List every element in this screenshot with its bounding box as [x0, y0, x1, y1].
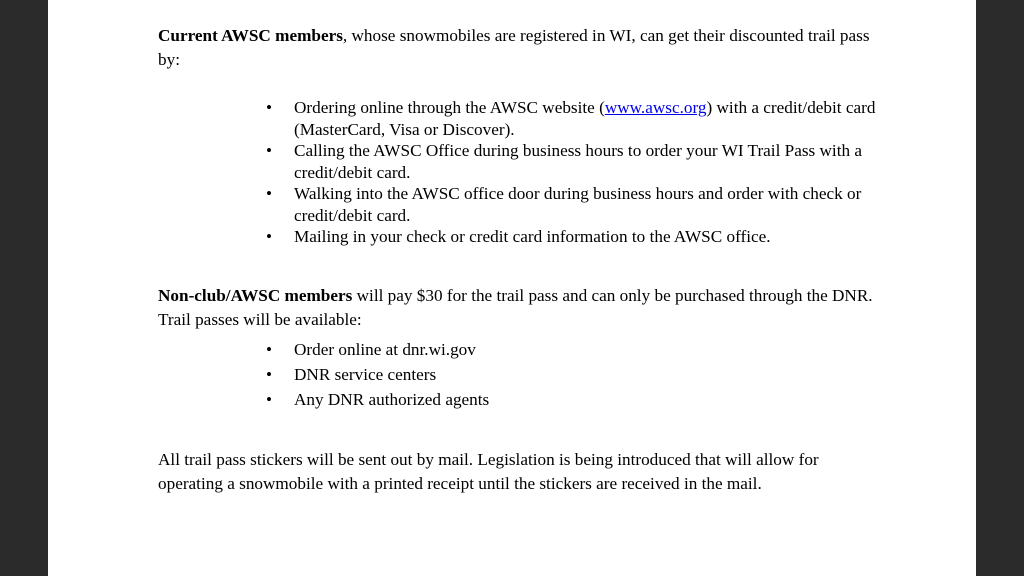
list-item-text: DNR service centers	[294, 364, 437, 384]
list-item-text: Any DNR authorized agents	[294, 389, 490, 409]
bullet-icon: •	[266, 184, 273, 203]
awsc-members-heading: Current AWSC members	[158, 26, 343, 45]
non-club-members-text: will pay $30 for the trail pass and can only be purchased through the DNR. Trail passes will be available:	[158, 285, 873, 329]
awsc-website-link[interactable]: www.awsc.org	[604, 98, 707, 117]
non-club-members-heading: Non-club/AWSC members	[158, 285, 353, 305]
bullet-icon: •	[266, 227, 273, 246]
bullet-icon: •	[266, 339, 273, 359]
list-item	[158, 183, 878, 226]
dnr-options-list	[158, 337, 878, 412]
paragraph-non-club-members	[158, 284, 878, 332]
page-content	[158, 24, 878, 496]
awsc-members-text: , whose snowmobiles are registered in WI, can get their discounted trail pass by:	[158, 26, 870, 69]
list-item-text: Mailing in your check or credit card information to the AWSC office.	[294, 227, 771, 246]
list-item-text: Calling the AWSC Office during business hours to order your WI Trail Pass with a credit/debit card.	[294, 141, 862, 182]
awsc-options-list	[158, 97, 878, 248]
bullet-icon: •	[266, 98, 273, 117]
list-item-text: Ordering online through the AWSC website (	[294, 98, 605, 117]
list-item-text: ) with a credit/debit card (MasterCard, Visa or Discover).	[294, 98, 876, 139]
document-page	[48, 0, 976, 576]
paragraph-awsc-members	[158, 24, 878, 72]
paragraph-stickers-mail: All trail pass stickers will be sent out by mail. Legislation is being introduced that will allow for operating a snowmobile with a printed receipt until the stickers are received in the mail.	[158, 449, 819, 493]
list-item-text: Walking into the AWSC office door during business hours and order with check or credit/debit card.	[294, 184, 862, 225]
list-item	[158, 337, 878, 362]
list-item	[158, 97, 878, 140]
bullet-icon: •	[266, 364, 273, 384]
list-item	[158, 387, 878, 412]
bullet-icon: •	[266, 141, 273, 160]
list-item	[158, 362, 878, 387]
list-item	[158, 140, 878, 183]
list-item	[158, 226, 878, 248]
bullet-icon: •	[266, 389, 273, 409]
list-item-text: Order online at dnr.wi.gov	[294, 339, 476, 359]
